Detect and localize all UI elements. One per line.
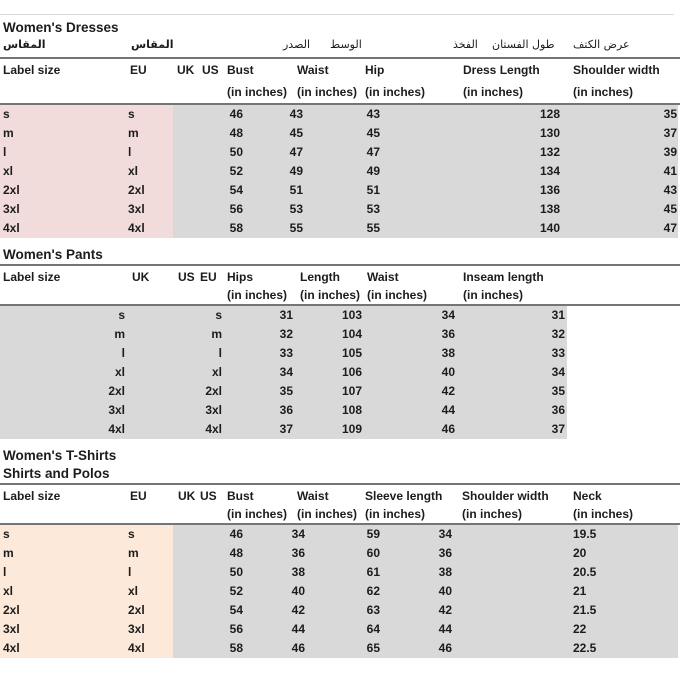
table-cell: 103 [341,308,362,322]
table-cell: 40 [441,365,455,379]
table-cell: 55 [289,221,303,235]
table-row [0,181,680,200]
table-cell: 34 [441,308,455,322]
table-cell: 2xl [205,384,222,398]
table-cell: 132 [539,145,560,159]
table-cell: 22 [573,622,587,636]
unit-in-inches: (in inches) [573,507,634,521]
table-cell: s [128,527,135,541]
col-header-us: US [178,270,195,284]
table-cell: m [114,327,125,341]
table-cell: 46 [441,422,455,436]
table-cell: 50 [229,145,243,159]
col-header-uk: UK [177,63,195,77]
table-cell: 108 [341,403,362,417]
table-cell: 37 [663,126,677,140]
table-cell: 4xl [3,641,20,655]
table-cell: 62 [366,584,380,598]
table-cell: 40 [291,584,305,598]
col-header-inseam-length: Inseam length [463,270,544,284]
table-cell: 34 [438,527,452,541]
table-cell: 43 [366,107,380,121]
table-cell: 44 [441,403,455,417]
table-cell: 33 [551,346,565,360]
table-cell: 35 [663,107,677,121]
arabic-dress-length: طول الفستان [492,38,555,51]
table-row [0,620,680,639]
table-cell: 61 [366,565,380,579]
table-cell: 2xl [128,183,145,197]
table-cell: 45 [366,126,380,140]
table-row [0,344,680,363]
table-cell: xl [114,365,125,379]
table-row [0,162,680,181]
col-header-bust: Bust [227,63,254,77]
unit-in-inches: (in inches) [463,85,524,99]
table-cell: 34 [279,365,293,379]
table-cell: 53 [366,202,380,216]
table-cell: 104 [341,327,362,341]
table-cell: 3xl [128,622,145,636]
table-row [0,363,680,382]
col-header-neck: Neck [573,489,602,503]
section-title-tshirts: Women's T-Shirts [3,448,117,463]
table-cell: s [3,527,10,541]
section-subtitle-tshirts: Shirts and Polos [3,466,110,481]
arabic-shoulder-width: عرض الكتف [573,38,630,51]
table-cell: 65 [366,641,380,655]
table-cell: 34 [551,365,565,379]
table-cell: 34 [291,527,305,541]
table-cell: xl [128,164,139,178]
table-cell: 36 [551,403,565,417]
table-cell: 51 [289,183,303,197]
table-cell: 47 [663,221,677,235]
table-cell: 38 [291,565,305,579]
table-cell: 20 [573,546,587,560]
table-cell: 19.5 [573,527,597,541]
col-header-shoulder-width: Shoulder width [573,63,660,77]
unit-in-inches: (in inches) [573,85,634,99]
table-cell: m [3,546,14,560]
table-cell: 44 [438,622,452,636]
table-cell: 2xl [108,384,125,398]
table-cell: 105 [341,346,362,360]
table-cell: 39 [663,145,677,159]
table-cell: l [128,145,132,159]
table-cell: 42 [441,384,455,398]
table-row [0,525,680,544]
table-cell: 42 [291,603,305,617]
col-header-label-size: Label size [3,63,61,77]
table-cell: s [118,308,125,322]
table-row [0,563,680,582]
table-cell: 49 [366,164,380,178]
unit-in-inches: (in inches) [367,288,428,302]
table-cell: l [121,346,125,360]
table-cell: xl [3,584,14,598]
col-header-bust: Bust [227,489,254,503]
table-cell: 44 [291,622,305,636]
table-cell: 21 [573,584,587,598]
table-cell: 46 [229,107,243,121]
col-header-dress-length: Dress Length [463,63,540,77]
col-header-us: US [202,63,219,77]
table-cell: 3xl [128,202,145,216]
table-cell: 4xl [108,422,125,436]
table-cell: 4xl [128,221,145,235]
table-row [0,325,680,344]
table-cell: 45 [289,126,303,140]
table-cell: 52 [229,164,243,178]
col-header-uk: UK [178,489,196,503]
table-cell: 50 [229,565,243,579]
col-header-waist: Waist [297,63,329,77]
col-header-shoulder-width: Shoulder width [462,489,549,503]
table-cell: 138 [539,202,560,216]
table-cell: 43 [663,183,677,197]
table-cell: 31 [551,308,565,322]
table-cell: 36 [279,403,293,417]
table-cell: 63 [366,603,380,617]
pants-data-rows [0,306,680,439]
table-cell: 59 [366,527,380,541]
unit-in-inches: (in inches) [227,507,288,521]
section-womens-pants [0,242,680,439]
section-title-dresses: Women's Dresses [3,20,119,35]
table-cell: l [218,346,222,360]
table-cell: 46 [438,641,452,655]
table-row [0,200,680,219]
unit-in-inches: (in inches) [300,288,361,302]
col-header-hips: Hips [227,270,254,284]
table-cell: 51 [366,183,380,197]
table-row [0,601,680,620]
table-cell: 47 [289,145,303,159]
table-cell: 106 [341,365,362,379]
table-cell: 52 [229,584,243,598]
table-cell: 40 [438,584,452,598]
table-cell: 58 [229,221,243,235]
col-header-waist: Waist [367,270,399,284]
col-header-label-size: Label size [3,489,61,503]
table-cell: xl [3,164,14,178]
table-cell: 3xl [205,403,222,417]
table-cell: 54 [229,603,243,617]
table-row [0,544,680,563]
unit-in-inches: (in inches) [297,85,358,99]
table-cell: m [3,126,14,140]
table-cell: 2xl [3,183,20,197]
unit-in-inches: (in inches) [227,288,288,302]
table-cell: 45 [663,202,677,216]
section-womens-tshirts [0,443,680,658]
unit-in-inches: (in inches) [365,507,426,521]
table-cell: 130 [539,126,560,140]
table-cell: 134 [539,164,560,178]
col-header-eu: EU [200,270,217,284]
table-row [0,143,680,162]
col-header-uk: UK [132,270,150,284]
table-cell: 48 [229,546,243,560]
table-cell: 35 [279,384,293,398]
arabic-waist: الوسط [330,38,362,51]
table-cell: 64 [366,622,380,636]
table-cell: 55 [366,221,380,235]
table-cell: 32 [551,327,565,341]
table-cell: s [128,107,135,121]
table-row [0,639,680,658]
arabic-label-size: المقاس [3,38,46,51]
table-cell: 140 [539,221,560,235]
table-row [0,582,680,601]
section-title-pants: Women's Pants [3,247,103,262]
col-header-sleeve-length: Sleeve length [365,489,443,503]
table-cell: 20.5 [573,565,597,579]
tshirts-column-headers [0,485,680,523]
unit-in-inches: (in inches) [463,288,524,302]
dresses-column-headers [0,59,680,103]
table-cell: 37 [279,422,293,436]
table-cell: 4xl [128,641,145,655]
table-row [0,401,680,420]
table-cell: 60 [366,546,380,560]
table-cell: s [215,308,222,322]
table-cell: xl [128,584,139,598]
table-cell: 2xl [128,603,145,617]
table-cell: 136 [539,183,560,197]
table-cell: 109 [341,422,362,436]
table-cell: 35 [551,384,565,398]
table-cell: 58 [229,641,243,655]
table-row [0,105,680,124]
table-cell: 48 [229,126,243,140]
table-cell: 38 [438,565,452,579]
table-cell: 36 [441,327,455,341]
pants-column-headers [0,266,680,304]
table-cell: 21.5 [573,603,597,617]
table-cell: 128 [539,107,560,121]
col-header-waist: Waist [297,489,329,503]
table-cell: 36 [291,546,305,560]
table-cell: 38 [441,346,455,360]
table-cell: 37 [551,422,565,436]
table-cell: 49 [289,164,303,178]
table-cell: 47 [366,145,380,159]
col-header-label-size: Label size [3,270,61,284]
table-cell: 3xl [108,403,125,417]
tshirts-data-rows [0,525,680,658]
table-cell: xl [211,365,222,379]
table-cell: m [211,327,222,341]
table-row [0,306,680,325]
table-cell: 54 [229,183,243,197]
table-cell: 32 [279,327,293,341]
table-cell: l [3,565,7,579]
table-cell: m [128,546,139,560]
unit-in-inches: (in inches) [297,507,358,521]
unit-in-inches: (in inches) [365,85,426,99]
table-row [0,420,680,439]
section-womens-dresses [0,15,680,238]
table-cell: 22.5 [573,641,597,655]
table-cell: m [128,126,139,140]
table-cell: 3xl [3,202,20,216]
table-cell: 2xl [3,603,20,617]
table-cell: 56 [229,202,243,216]
table-cell: l [3,145,7,159]
unit-in-inches: (in inches) [462,507,523,521]
unit-in-inches: (in inches) [227,85,288,99]
table-cell: 3xl [3,622,20,636]
table-row [0,124,680,143]
table-cell: 42 [438,603,452,617]
table-cell: 107 [341,384,362,398]
col-header-eu: EU [130,63,147,77]
table-cell: 4xl [3,221,20,235]
arabic-label-size-eu: المقاس [131,38,174,51]
table-row [0,219,680,238]
table-cell: 31 [279,308,293,322]
col-header-eu: EU [130,489,147,503]
table-cell: s [3,107,10,121]
col-header-length: Length [300,270,340,284]
arabic-bust: الصدر [283,38,311,51]
table-cell: 46 [291,641,305,655]
table-cell: 56 [229,622,243,636]
table-cell: 53 [289,202,303,216]
table-cell: 36 [438,546,452,560]
table-row [0,382,680,401]
arabic-header-row [0,37,680,57]
table-cell: 41 [663,164,677,178]
arabic-hip: الفخذ [453,38,478,51]
table-cell: 43 [289,107,303,121]
dresses-data-rows [0,105,680,238]
table-cell: 4xl [205,422,222,436]
table-cell: 33 [279,346,293,360]
col-header-hip: Hip [365,63,385,77]
table-cell: l [128,565,132,579]
table-cell: 46 [229,527,243,541]
col-header-us: US [200,489,217,503]
